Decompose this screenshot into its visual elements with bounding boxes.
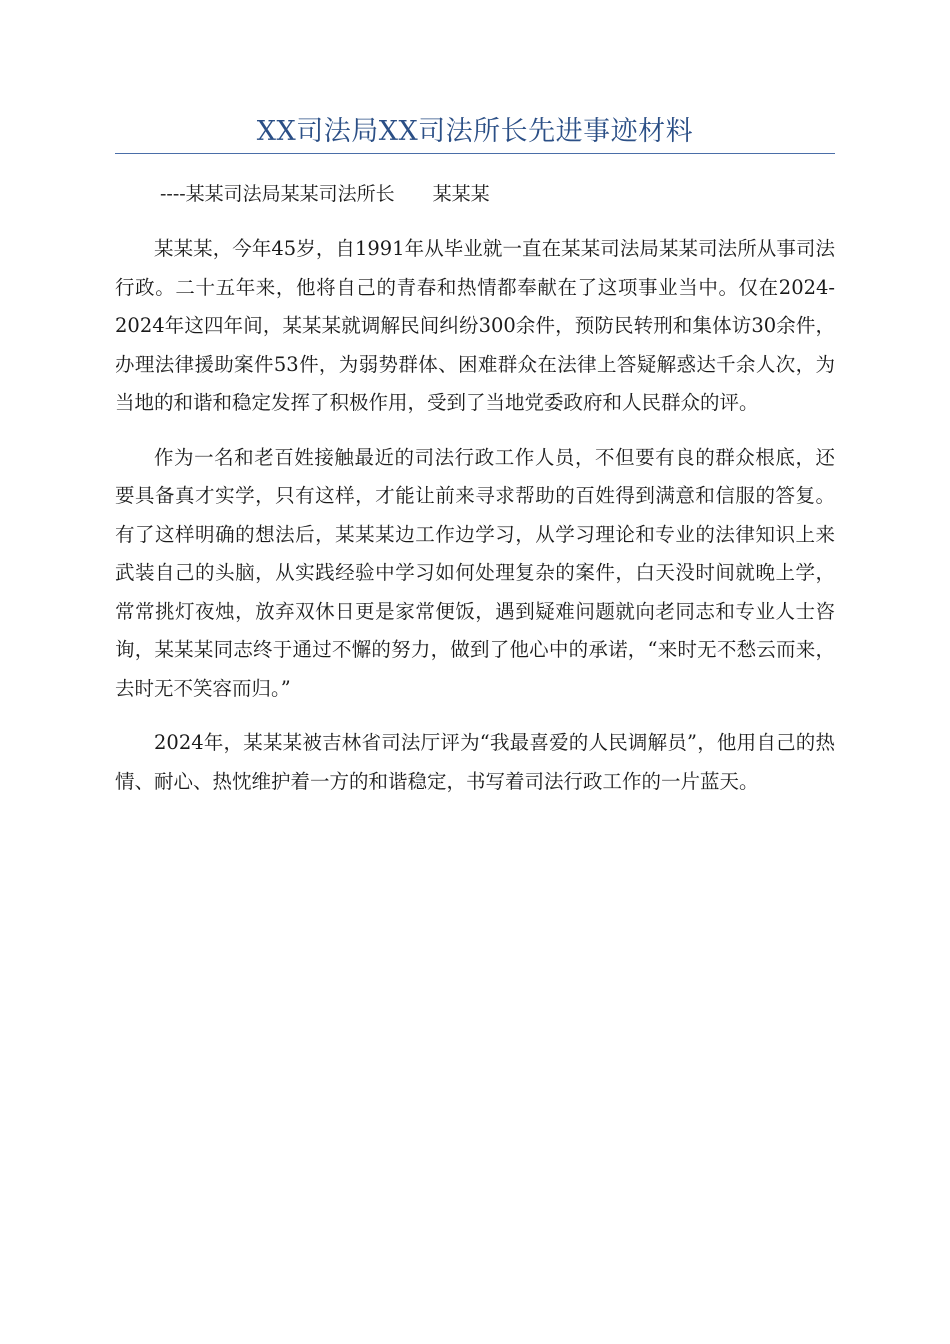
paragraph: 某某某，今年45岁，自1991年从毕业就一直在某某司法局某某司法所从事司法行政。二十五年来，他将自己的青春和热情都奉献在了这项事业当中。仅在2024-2024年这四年间，某某某就调解民间纠纷300余件，预防民转刑和集体访30余件，办理法律援助案件53件，为弱势群体、困难群众在法律上答疑解惑达千余人次，为当地的和谐和稳定发挥了积极作用，受到了当地党委政府和人民群众的评。 — [115, 237, 835, 414]
document-title: XX司法局XX司法所长先进事迹材料 — [256, 116, 694, 147]
title-underline — [115, 153, 835, 154]
paragraph: 作为一名和老百姓接触最近的司法行政工作人员，不但要有良的群众根底，还要具备真才实学，只有这样，才能让前来寻求帮助的百姓得到满意和信服的答复。有了这样明确的想法后，某某某边工作边学习，从学习理论和专业的法律知识上来武装自己的头脑，从实践经验中学习如何处理复杂的案件，白天没时间就晚上学，常常挑灯夜烛，放弃双休日更是家常便饭，遇到疑难问题就向老同志和专业人士咨询，某某某同志终于通过不懈的努力，做到了他心中的承诺，“来时无不愁云而来，去时无不笑容而归。” — [115, 445, 835, 700]
paragraph: 2024年，某某某被吉林省司法厅评为“我最喜爱的人民调解员”，他用自己的热情、耐心、热忱维护着一方的和谐稳定，书写着司法行政工作的一片蓝天。 — [115, 731, 835, 793]
document-body — [115, 230, 835, 817]
byline: ----某某司法局某某司法所长 某某某 — [160, 183, 490, 205]
